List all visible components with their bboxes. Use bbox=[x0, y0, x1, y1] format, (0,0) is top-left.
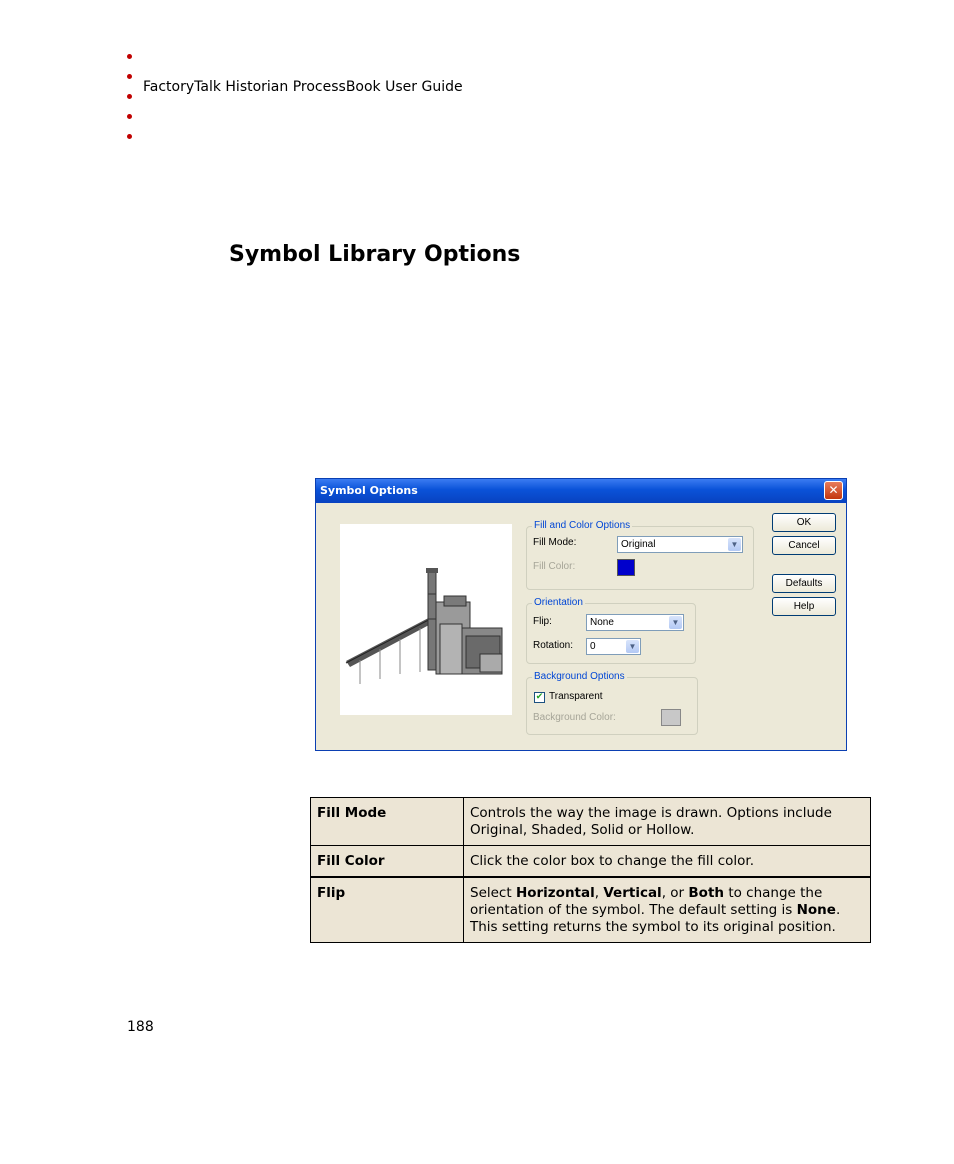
running-header: FactoryTalk Historian ProcessBook User Guide bbox=[143, 79, 463, 95]
option-term: Fill Color bbox=[311, 846, 464, 878]
flip-label: Flip: bbox=[533, 616, 552, 627]
fill-color-label: Fill Color: bbox=[533, 561, 576, 572]
emphasis-text: Horizontal bbox=[515, 885, 595, 901]
bullet-icon bbox=[127, 54, 132, 59]
fill-mode-label: Fill Mode: bbox=[533, 537, 577, 548]
flip-select[interactable] bbox=[586, 614, 684, 631]
group-legend: Background Options bbox=[534, 671, 625, 682]
fill-color-swatch[interactable] bbox=[617, 559, 635, 576]
close-icon[interactable]: ✕ bbox=[824, 481, 843, 500]
rotation-select[interactable] bbox=[586, 638, 641, 655]
option-description bbox=[464, 846, 871, 878]
option-term: Fill Mode bbox=[311, 798, 464, 846]
table-row bbox=[311, 877, 871, 943]
description-text: Select bbox=[470, 885, 516, 901]
description-text: . This setting returns the symbol to its original position. bbox=[470, 902, 841, 935]
defaults-button[interactable]: Defaults bbox=[772, 574, 836, 593]
fill-mode-select[interactable] bbox=[617, 536, 743, 553]
emphasis-text: Both bbox=[688, 885, 725, 901]
rotation-label: Rotation: bbox=[533, 640, 574, 651]
emphasis-text: Vertical bbox=[603, 885, 662, 901]
dialog-titlebar[interactable] bbox=[316, 479, 846, 503]
description-text: to change the orientation of the symbol. The default setting is bbox=[470, 885, 823, 918]
group-legend: Fill and Color Options bbox=[534, 520, 631, 531]
option-term: Flip bbox=[311, 877, 464, 943]
cancel-button[interactable]: Cancel bbox=[772, 536, 836, 555]
background-color-swatch[interactable] bbox=[661, 709, 681, 726]
transparent-checkbox[interactable] bbox=[534, 692, 545, 703]
bullet-icon bbox=[127, 94, 132, 99]
table-row bbox=[311, 798, 871, 846]
factory-symbol-icon bbox=[340, 524, 512, 715]
bullet-icon bbox=[127, 134, 132, 139]
flip-value: None bbox=[590, 617, 614, 628]
fill-color-options-group bbox=[526, 520, 754, 590]
description-text: , bbox=[594, 885, 604, 901]
checkmark-icon: ✔ bbox=[535, 692, 544, 702]
fill-mode-value: Original bbox=[621, 539, 656, 550]
background-color-label: Background Color: bbox=[533, 712, 616, 723]
orientation-group bbox=[526, 597, 696, 664]
chevron-down-icon[interactable]: ▼ bbox=[669, 616, 682, 629]
description-text: , or bbox=[661, 885, 689, 901]
transparent-label: Transparent bbox=[549, 691, 603, 702]
background-options-group bbox=[526, 671, 698, 735]
help-button[interactable]: Help bbox=[772, 597, 836, 616]
chevron-down-icon[interactable]: ▼ bbox=[728, 538, 741, 551]
description-text: Click the color box to change the fill color. bbox=[470, 853, 754, 869]
dialog-title: Symbol Options bbox=[320, 484, 418, 497]
page-number: 188 bbox=[127, 1019, 154, 1035]
chevron-down-icon[interactable]: ▼ bbox=[626, 640, 639, 653]
symbol-preview bbox=[340, 524, 512, 715]
bullet-icon bbox=[127, 74, 132, 79]
group-legend: Orientation bbox=[534, 597, 583, 608]
options-table bbox=[310, 797, 871, 943]
option-description bbox=[464, 798, 871, 846]
ok-button[interactable]: OK bbox=[772, 513, 836, 532]
emphasis-text: None bbox=[796, 902, 836, 918]
rotation-value: 0 bbox=[590, 641, 596, 652]
option-description bbox=[464, 877, 871, 943]
bullet-icon bbox=[127, 114, 132, 119]
symbol-options-dialog bbox=[315, 478, 847, 751]
section-title: Symbol Library Options bbox=[229, 242, 521, 267]
table-row bbox=[311, 846, 871, 878]
description-text: Controls the way the image is drawn. Options include Original, Shaded, Solid or Hollow. bbox=[470, 805, 832, 838]
